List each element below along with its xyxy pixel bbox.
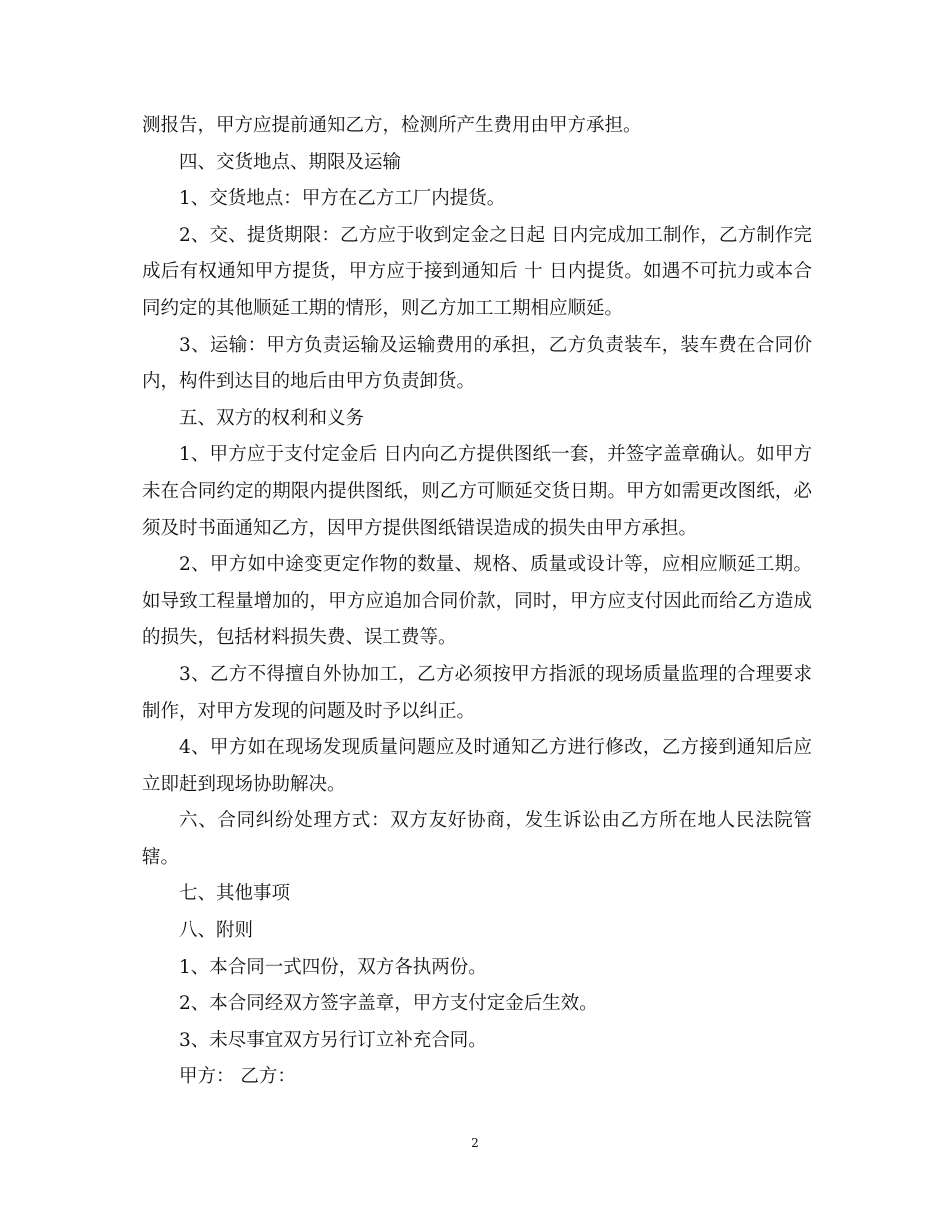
paragraph-quality-issues: 4、甲方如在现场发现质量问题应及时通知乙方进行修改，乙方接到通知后应立即赶到现场协助解决。 [142,737,812,795]
document-body [142,108,812,1096]
heading-supplementary-provisions: 八、附则 [179,920,254,942]
paragraph-delivery-location: 1、交货地点：甲方在乙方工厂内提货。 [179,188,506,210]
paragraph-test-report-cost: 测报告，甲方应提前通知乙方，检测所产生费用由甲方承担。 [142,115,642,136]
paragraph-changes: 2、甲方如中途变更定作物的数量、规格、质量或设计等，应相应顺延工期。如导致工程量增加的，甲方应追加合同价款，同时，甲方应支付因此而给乙方造成的损失，包括材料损失费、误工费等。 [142,554,812,649]
paragraph-copies: 1、本合同一式四份，双方各执两份。 [179,956,487,978]
heading-other-matters: 七、其他事项 [179,883,291,905]
paragraph-transport: 3、运输：甲方负责运输及运输费用的承担，乙方负责装车，装车费在合同价内，构件到达目的地后由甲方负责卸货。 [142,334,812,393]
paragraph-dispute-resolution: 六、合同纠纷处理方式：双方友好协商，发生诉讼由乙方所在地人民法院管辖。 [142,810,812,868]
heading-rights-obligations: 五、双方的权利和义务 [179,407,365,429]
signature-line: 甲方： 乙方： [179,1066,296,1088]
paragraph-no-outsourcing: 3、乙方不得擅自外协加工，乙方必须按甲方指派的现场质量监理的合理要求制作，对甲方发现的问题及时予以纠正。 [142,663,812,722]
page-number: 2 [471,1136,479,1150]
paragraph-effective: 2、本合同经双方签字盖章，甲方支付定金后生效。 [179,993,598,1015]
paragraph-delivery-period: 2、交、提货期限：乙方应于收到定金之日起 日内完成加工制作，乙方制作完成后有权通知甲方提货，甲方应于接到通知后 十 日内提货。如遇不可抗力或本合同约定的其他顺延工期的情形，则乙方加工工期相应顺延。 [142,224,812,319]
paragraph-supplementary-contract: 3、未尽事宜双方另行订立补充合同。 [179,1029,487,1051]
paragraph-drawings: 1、甲方应于支付定金后 日内向乙方提供图纸一套，并签字盖章确认。如甲方未在合同约定的期限内提供图纸，则乙方可顺延交货日期。甲方如需更改图纸，必须及时书面通知乙方，因甲方提供图纸错误造成的损失由甲方承担。 [142,444,812,539]
heading-delivery-location-period-transport: 四、交货地点、期限及运输 [179,151,402,173]
